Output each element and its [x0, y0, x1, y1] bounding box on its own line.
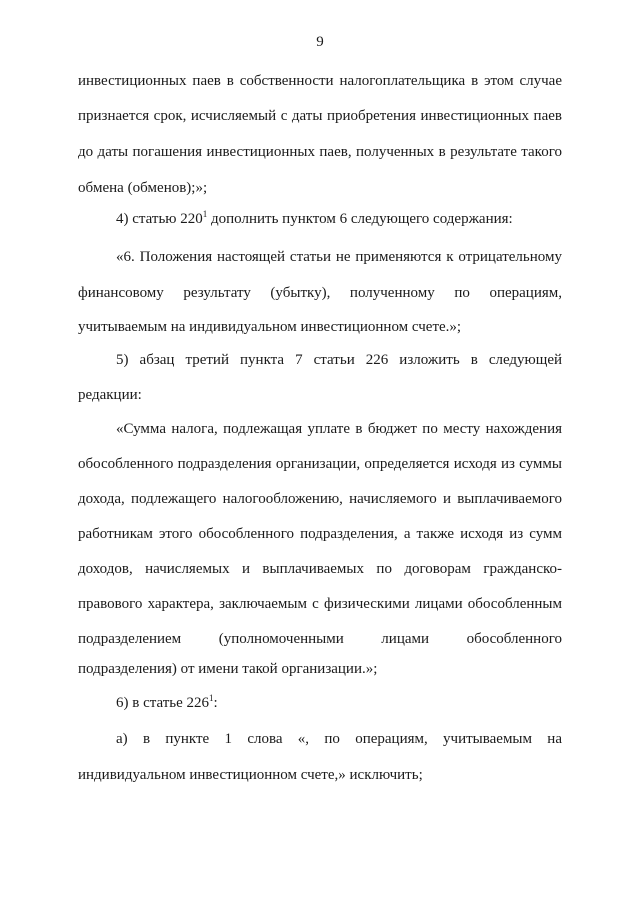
text-line-12: обособленного подразделения организации, определяется исходя из суммы: [78, 456, 562, 472]
text-line-10: редакции:: [78, 387, 142, 403]
text-line-18: подразделения) от имени такой организации.»;: [78, 661, 378, 677]
text-line-5: [116, 210, 562, 228]
text-line-19-main: 6) в статье 226: [116, 695, 210, 711]
text-line-5-rest: дополнить пунктом 6 следующего содержания:: [207, 211, 513, 227]
text-line-9: 5) абзац третий пункта 7 статьи 226 изложить в следующей: [116, 352, 562, 368]
text-line-2: признается срок, исчисляемый с даты приобретения инвестиционных паев: [78, 108, 562, 124]
text-line-4: обмена (обменов);»;: [78, 180, 208, 196]
text-line-21: индивидуальном инвестиционном счете,» исключить;: [78, 767, 423, 783]
text-line-5-main: 4) статью 220: [116, 211, 203, 227]
superscript-2: 1: [209, 693, 214, 703]
text-line-14: работникам этого обособленного подразделения, а также исходя из сумм: [78, 526, 562, 542]
text-line-11: «Сумма налога, подлежащая уплате в бюджет по месту нахождения: [116, 421, 562, 437]
text-line-3: до даты погашения инвестиционных паев, полученных в результате такого: [78, 144, 562, 160]
text-line-7: финансовому результату (убытку), полученному по операциям,: [78, 285, 562, 301]
text-line-15: доходов, начисляемых и выплачиваемых по договорам гражданско-: [78, 561, 562, 577]
text-line-16: правового характера, заключаемым с физическими лицами обособленным: [78, 596, 562, 612]
page-number: 9: [316, 34, 324, 50]
text-line-8: учитываемым на индивидуальном инвестиционном счете.»;: [78, 319, 462, 335]
text-line-19-rest: :: [213, 695, 218, 711]
text-line-6: «6. Положения настоящей статьи не применяются к отрицательному: [116, 249, 562, 265]
superscript-1: 1: [202, 209, 208, 219]
text-line-19: [116, 694, 562, 712]
text-line-20: а) в пункте 1 слова «, по операциям, учитываемым на: [116, 731, 562, 747]
text-line-1: инвестиционных паев в собственности налогоплательщика в этом случае: [78, 73, 562, 89]
text-line-13: дохода, подлежащего налогообложению, начисляемого и выплачиваемого: [78, 491, 562, 507]
text-line-17: подразделением (уполномоченными лицами обособленного: [78, 631, 562, 647]
